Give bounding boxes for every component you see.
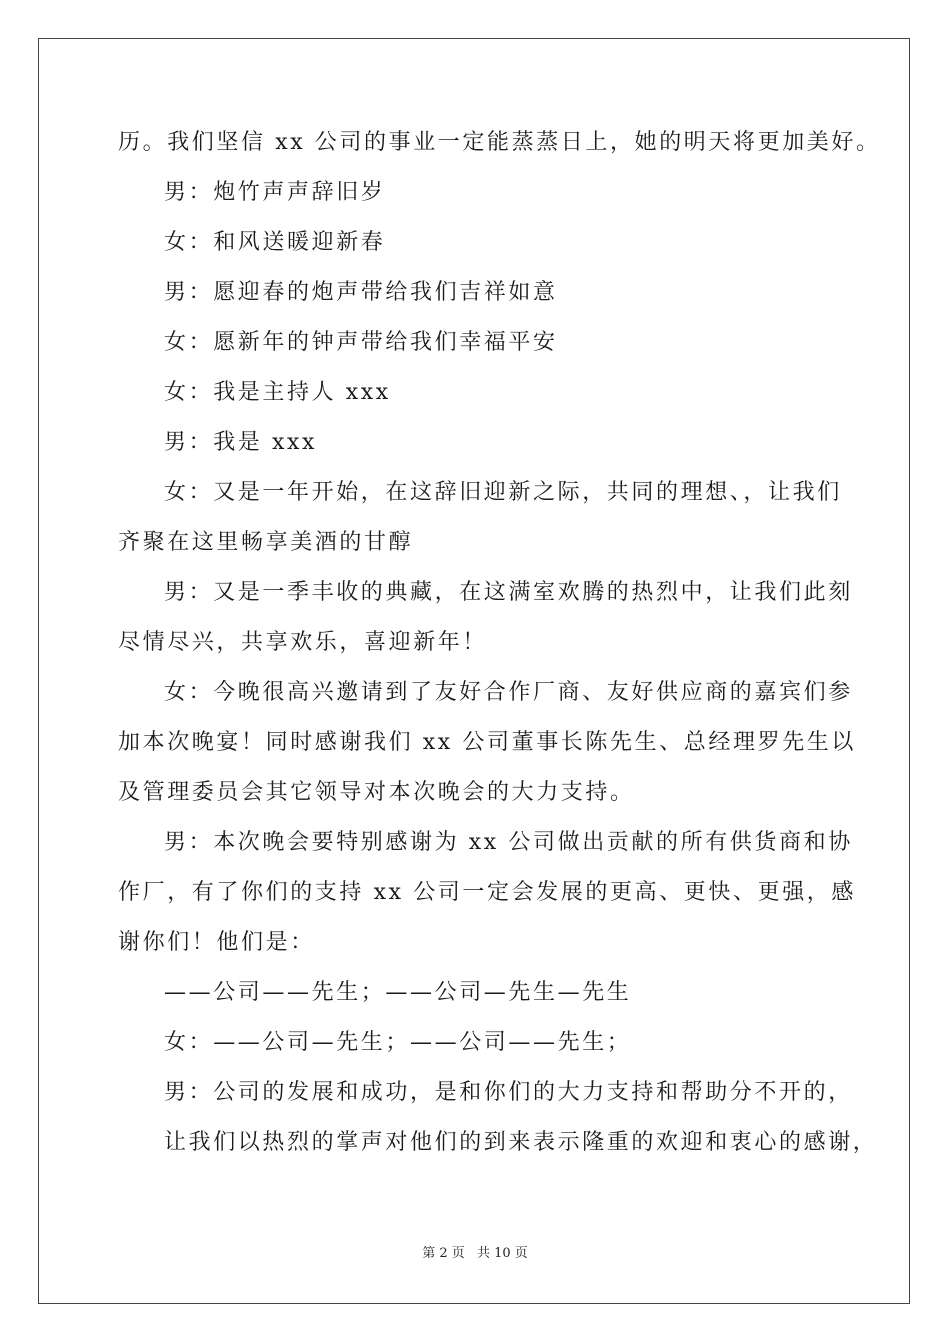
text-line: 男：公司的发展和成功，是和你们的大力支持和帮助分不开的， [164, 1080, 853, 1105]
text-line: 女：又是一年开始，在这辞旧迎新之际，共同的理想、，让我们 [164, 480, 842, 505]
text-line: 女：今晚很高兴邀请到了友好合作厂商、友好供应商的嘉宾们参 [164, 680, 853, 705]
text-line: 谢你们！他们是： [118, 930, 315, 955]
text-line: 女：愿新年的钟声带给我们幸福平安 [164, 330, 558, 355]
page-number: 第 2 页 [422, 1246, 465, 1261]
text-line: 女：我是主持人 xxx [164, 380, 391, 405]
text-line: 历。我们坚信 xx 公司的事业一定能蒸蒸日上，她的明天将更加美好。 [118, 130, 881, 155]
text-line: 男：我是 xxx [164, 430, 318, 455]
text-line: 及管理委员会其它领导对本次晚会的大力支持。 [118, 780, 635, 805]
text-line: 女：——公司—先生；——公司——先生； [164, 1030, 632, 1055]
text-line: 男：炮竹声声辞旧岁 [164, 180, 386, 205]
text-line: 加本次晚宴！同时感谢我们 xx 公司董事长陈先生、总经理罗先生以 [118, 730, 857, 755]
text-line: 让我们以热烈的掌声对他们的到来表示隆重的欢迎和衷心的感谢， [164, 1130, 878, 1155]
page-footer [0, 1245, 950, 1263]
text-line: 齐聚在这里畅享美酒的甘醇 [118, 530, 414, 555]
text-line: ——公司——先生；——公司—先生—先生 [164, 980, 632, 1005]
text-line: 尽情尽兴，共享欢乐，喜迎新年！ [118, 630, 488, 655]
text-line: 作厂，有了你们的支持 xx 公司一定会发展的更高、更快、更强，感 [118, 880, 857, 905]
text-line: 男：本次晚会要特别感谢为 xx 公司做出贡献的所有供货商和协 [164, 830, 853, 855]
text-line: 女：和风送暖迎新春 [164, 230, 386, 255]
text-line: 男：又是一季丰收的典藏，在这满室欢腾的热烈中，让我们此刻 [164, 580, 853, 605]
page-total: 共 10 页 [476, 1246, 528, 1261]
text-line: 男：愿迎春的炮声带给我们吉祥如意 [164, 280, 558, 305]
